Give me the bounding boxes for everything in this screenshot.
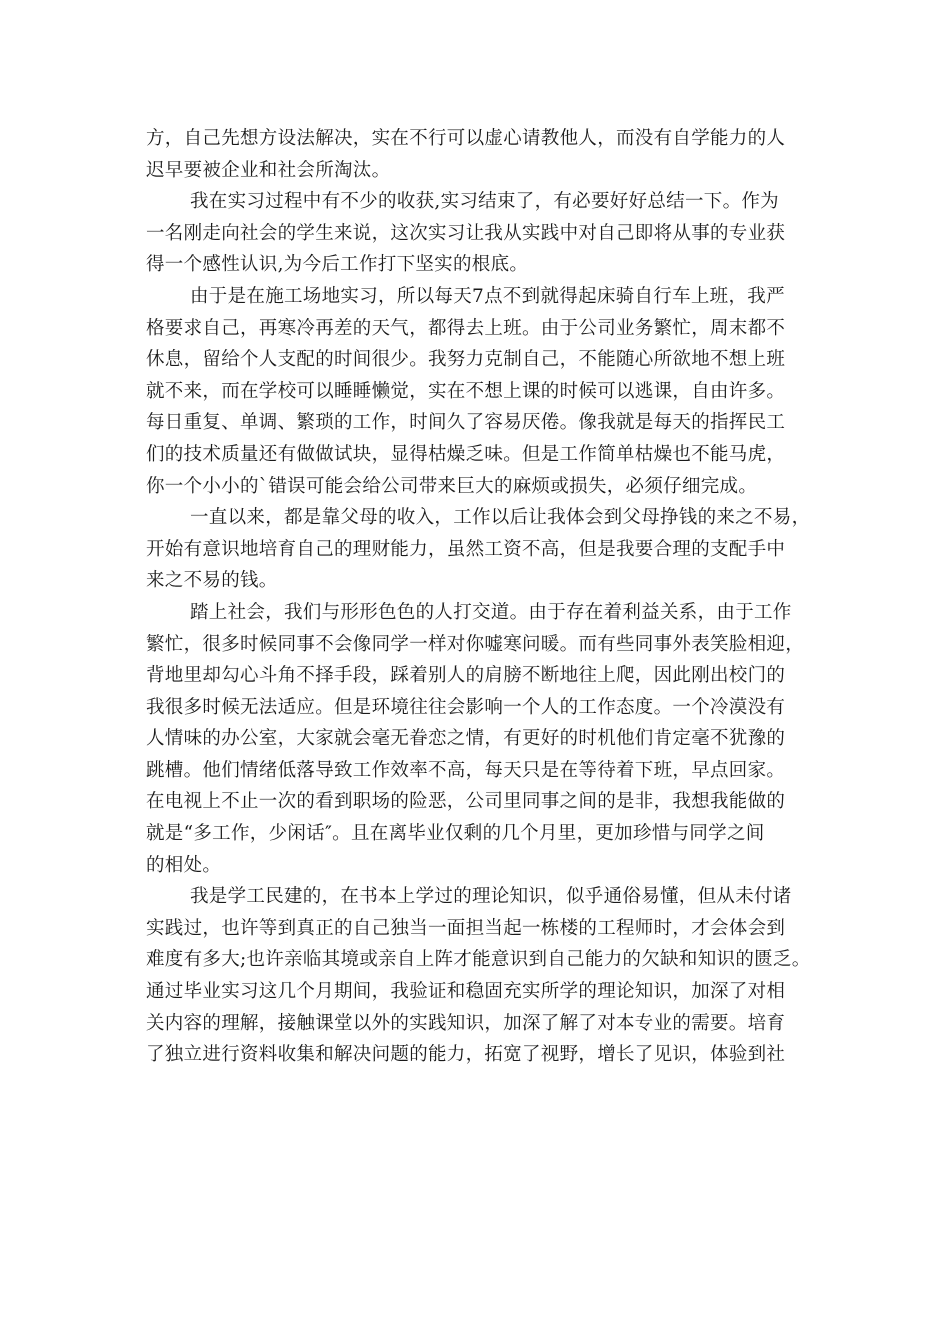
paragraph-first-line: 我是学工民建的，在书本上学过的理论知识，似乎通俗易懂，但从未付诸 bbox=[190, 886, 792, 908]
text-line: 跳槽。他们情绪低落导致工作效率不高，每天只是在等待着下班，早点回家。 bbox=[146, 759, 786, 781]
text-line: 们的技术质量还有做做试块，显得枯燥乏味。但是工作简单枯燥也不能马虎， bbox=[146, 443, 786, 465]
text-line: 一名刚走向社会的学生来说，这次实习让我从实践中对自己即将从事的专业获 bbox=[146, 222, 786, 244]
text-line: 方，自己先想方设法解决，实在不行可以虚心请教他人，而没有自学能力的人 bbox=[146, 128, 786, 149]
text-line: 人情味的办公室，大家就会毫无眷恋之情，有更好的时机他们肯定毫不犹豫的 bbox=[146, 728, 786, 750]
text-line: 繁忙，很多时候同事不会像同学一样对你嘘寒问暖。而有些同事外表笑脸相迎， bbox=[146, 633, 805, 655]
body-text bbox=[146, 123, 846, 1071]
text-line: 迟早要被企业和社会所淘汰。 bbox=[146, 159, 391, 181]
paragraph-first-line: 由于是在施工场地实习，所以每天7点不到就得起床骑自行车上班，我严 bbox=[190, 285, 785, 307]
paragraph-first-line: 我在实习过程中有不少的收获,实习结束了，有必要好好总结一下。作为 bbox=[190, 191, 779, 213]
text-line: 背地里却勾心斗角不择手段，踩着别人的肩膀不断地往上爬，因此刚出校门的 bbox=[146, 665, 786, 687]
text-line: 你一个小小的`错误可能会给公司带来巨大的麻烦或损失，必须仔细完成。 bbox=[146, 475, 758, 497]
text-line: 的相处。 bbox=[146, 854, 222, 876]
text-line: 开始有意识地培育自己的理财能力，虽然工资不高，但是我要合理的支配手中 bbox=[146, 538, 786, 560]
text-line: 关内容的理解，接触课堂以外的实践知识，加深了解了对本专业的需要。培育 bbox=[146, 1012, 786, 1034]
text-line: 我很多时候无法适应。但是环境往往会影响一个人的工作态度。一个冷漠没有 bbox=[146, 696, 786, 718]
text-line: 了独立进行资料收集和解决问题的能力，拓宽了视野，增长了见识，体验到社 bbox=[146, 1044, 786, 1066]
text-line: 难度有多大;也许亲临其境或亲自上阵才能意识到自己能力的欠缺和知识的匮乏。 bbox=[146, 949, 811, 971]
text-line: 休息，留给个人支配的时间很少。我努力克制自己，不能随心所欲地不想上班 bbox=[146, 349, 786, 371]
text-line: 每日重复、单调、繁琐的工作，时间久了容易厌倦。像我就是每天的指挥民工 bbox=[146, 412, 786, 434]
text-line: 格要求自己，再寒冷再差的天气，都得去上班。由于公司业务繁忙，周末都不 bbox=[146, 317, 786, 339]
text-line: 就不来，而在学校可以睡睡懒觉，实在不想上课的时候可以逃课，自由许多。 bbox=[146, 380, 786, 402]
paragraph-first-line: 一直以来，都是靠父母的收入，工作以后让我体会到父母挣钱的来之不易， bbox=[190, 507, 811, 529]
text-line: 来之不易的钱。 bbox=[146, 570, 278, 592]
text-line: 通过毕业实习这几个月期间，我验证和稳固充实所学的理论知识，加深了对相 bbox=[146, 981, 786, 1003]
paragraph-first-line: 踏上社会，我们与形形色色的人打交道。由于存在着利益关系，由于工作 bbox=[190, 601, 792, 623]
text-line: 就是“多工作，少闲话″。且在离毕业仅剩的几个月里，更加珍惜与同学之间 bbox=[146, 823, 765, 845]
text-line: 在电视上不止一次的看到职场的险恶，公司里同事之间的是非，我想我能做的 bbox=[146, 791, 786, 813]
text-line: 实践过，也许等到真正的自己独当一面担当起一栋楼的工程师时，才会体会到 bbox=[146, 917, 786, 939]
text-line: 得一个感性认识,为今后工作打下坚实的根底。 bbox=[146, 254, 529, 276]
